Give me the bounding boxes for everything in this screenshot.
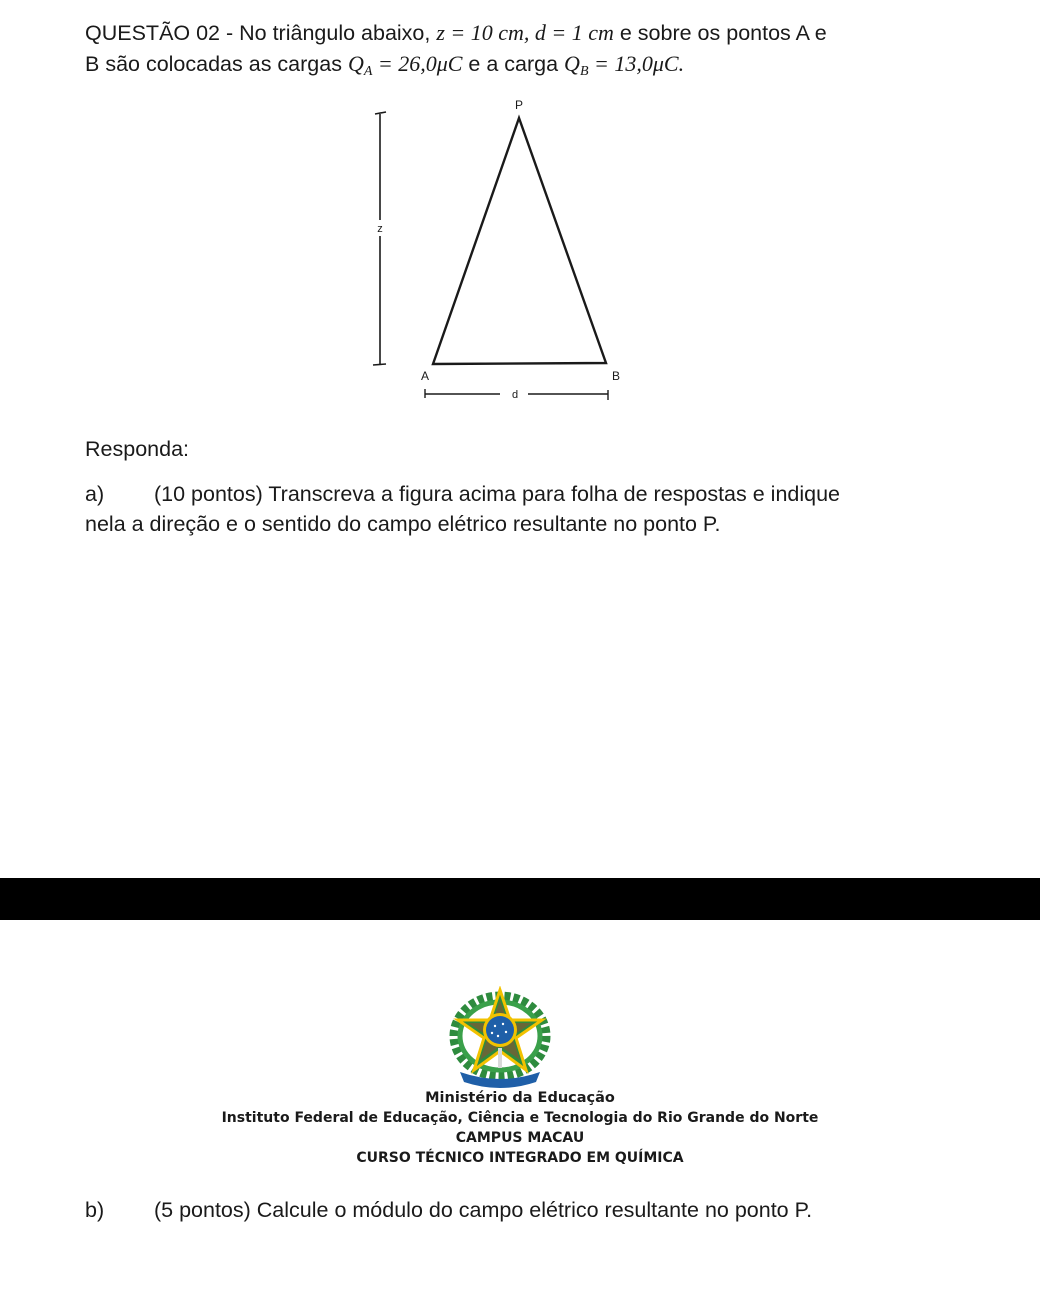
emblem-icon <box>446 986 554 1090</box>
comma: , <box>523 20 535 45</box>
brazil-coat-of-arms-emblem <box>446 986 554 1090</box>
period: . <box>678 51 685 76</box>
campus-name: CAMPUS MACAU <box>455 1130 585 1146</box>
question-line-2 <box>85 51 684 77</box>
item-b-line <box>85 1197 812 1223</box>
question-line-1 <box>85 20 827 46</box>
label-z: z <box>377 223 383 235</box>
institute-name: Instituto Federal de Educação, Ciência e Tecnologia do Rio Grande do Norte <box>221 1110 819 1126</box>
label-p: P <box>514 98 524 112</box>
z-tick-top <box>375 112 386 114</box>
z-tick-bottom <box>373 364 386 365</box>
triangle-figure <box>360 90 640 415</box>
qb-subscript: B <box>579 64 589 79</box>
qa-subscript: A <box>363 64 373 79</box>
question-line-2-mid: e a carga <box>462 52 565 76</box>
responda-heading: Responda: <box>85 437 189 461</box>
question-intro: - No triângulo abaixo, <box>220 21 437 45</box>
course-name: CURSO TÉCNICO INTEGRADO EM QUÍMICA <box>356 1150 684 1166</box>
triangle-diagram <box>360 90 640 415</box>
item-a-label: a) <box>85 482 105 506</box>
item-a-line-1 <box>85 481 840 507</box>
item-a-text-2: nela a direção e o sentido do campo elétrico resultante no ponto P. <box>85 512 721 536</box>
qb-expression <box>564 51 679 79</box>
d-expression: d = 1 cm <box>534 20 614 45</box>
qa-symbol: Q <box>347 51 364 76</box>
question-line-2-text: B são colocadas as cargas <box>85 52 348 76</box>
page-separator-bar <box>0 878 1040 920</box>
triangle-apb <box>433 118 606 364</box>
item-b-text: (5 pontos) Calcule o módulo do campo elétrico resultante no ponto P. <box>154 1198 813 1222</box>
ministry-name: Ministério da Educação <box>425 1090 615 1106</box>
label-d: d <box>511 389 519 401</box>
label-a: A <box>420 369 430 383</box>
qa-expression <box>347 51 463 79</box>
question-title: QUESTÃO 02 <box>85 21 221 45</box>
item-b-label: b) <box>85 1198 105 1222</box>
qa-value: = 26,0μC <box>372 51 463 76</box>
qb-value: = 13,0μC <box>588 51 679 76</box>
label-b: B <box>611 369 621 383</box>
item-a-text-1: (10 pontos) Transcreva a figura acima para folha de respostas e indique <box>154 482 841 506</box>
question-intro-tail: e sobre os pontos A e <box>613 21 827 45</box>
qb-symbol: Q <box>564 51 580 76</box>
z-expression: z = 10 cm <box>436 20 524 45</box>
